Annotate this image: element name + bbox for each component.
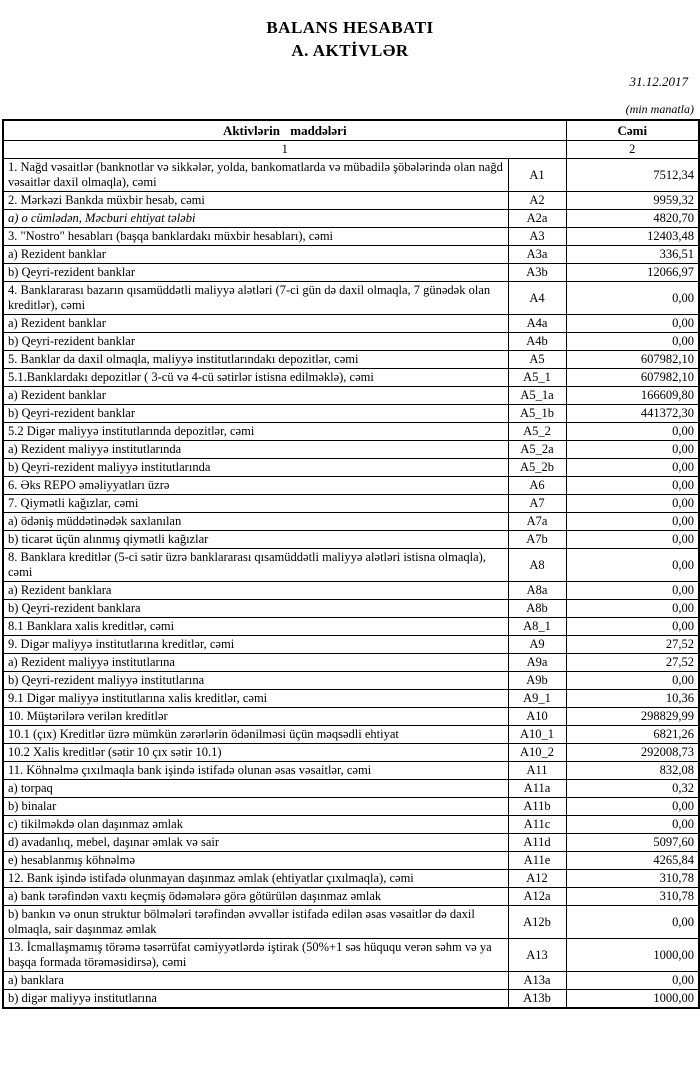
column-number-1: 1 bbox=[3, 141, 566, 159]
row-value: 0,00 bbox=[566, 423, 699, 441]
table-row bbox=[3, 672, 699, 690]
row-code: A11b bbox=[508, 798, 566, 816]
table-row bbox=[3, 351, 699, 369]
table-row bbox=[3, 990, 699, 1009]
table-row bbox=[3, 369, 699, 387]
row-label: 13. İcmallaşmamış törəmə təsərrüfat cəmiyyətlərdə iştirak (50%+1 səs hüququ verən səhm və ya başqa formada törəməsidirsə), cəmi bbox=[3, 939, 508, 972]
row-value: 9959,32 bbox=[566, 192, 699, 210]
table-row bbox=[3, 939, 699, 972]
row-code: A5_2 bbox=[508, 423, 566, 441]
row-label: 11. Köhnəlmə çıxılmaqla bank işində istifadə olunan əsas vəsaitlər, cəmi bbox=[3, 762, 508, 780]
row-code: A5_2a bbox=[508, 441, 566, 459]
row-code: A4b bbox=[508, 333, 566, 351]
row-code: A2a bbox=[508, 210, 566, 228]
row-value: 0,00 bbox=[566, 816, 699, 834]
table-row bbox=[3, 600, 699, 618]
row-label: 5.2 Digər maliyyə institutlarında depozitlər, cəmi bbox=[3, 423, 508, 441]
table-row bbox=[3, 531, 699, 549]
row-value: 607982,10 bbox=[566, 351, 699, 369]
row-value: 0,32 bbox=[566, 780, 699, 798]
row-code: A2 bbox=[508, 192, 566, 210]
row-label: a) torpaq bbox=[3, 780, 508, 798]
table-row bbox=[3, 972, 699, 990]
row-label: a) Rezident banklar bbox=[3, 315, 508, 333]
row-value: 27,52 bbox=[566, 636, 699, 654]
row-value: 0,00 bbox=[566, 531, 699, 549]
row-code: A8_1 bbox=[508, 618, 566, 636]
row-value: 4820,70 bbox=[566, 210, 699, 228]
row-label: a) Rezident maliyyə institutlarında bbox=[3, 441, 508, 459]
table-row bbox=[3, 906, 699, 939]
table-row bbox=[3, 654, 699, 672]
row-label: d) avadanlıq, mebel, daşınar əmlak və sair bbox=[3, 834, 508, 852]
table-row bbox=[3, 834, 699, 852]
items-column-header: Aktivlərin maddələri bbox=[3, 120, 566, 141]
row-code: A5 bbox=[508, 351, 566, 369]
row-code: A10_2 bbox=[508, 744, 566, 762]
row-label: 10.2 Xalis kreditlər (sətir 10 çıx sətir 10.1) bbox=[3, 744, 508, 762]
row-label: 10. Müştərilərə verilən kreditlər bbox=[3, 708, 508, 726]
row-label: b) ticarət üçün alınmış qiymətli kağızlar bbox=[3, 531, 508, 549]
row-label: a) bank tərəfindən vaxtı keçmiş ödəmələrə görə götürülən daşınmaz əmlak bbox=[3, 888, 508, 906]
table-row bbox=[3, 888, 699, 906]
row-value: 832,08 bbox=[566, 762, 699, 780]
row-label: b) Qeyri-rezident maliyyə institutlarına bbox=[3, 672, 508, 690]
row-value: 0,00 bbox=[566, 333, 699, 351]
column-number-2: 2 bbox=[566, 141, 699, 159]
row-label: 7. Qiymətli kağızlar, cəmi bbox=[3, 495, 508, 513]
row-code: A7 bbox=[508, 495, 566, 513]
table-row bbox=[3, 477, 699, 495]
row-code: A1 bbox=[508, 159, 566, 192]
row-value: 607982,10 bbox=[566, 369, 699, 387]
row-code: A9a bbox=[508, 654, 566, 672]
row-code: A5_1a bbox=[508, 387, 566, 405]
table-row bbox=[3, 405, 699, 423]
row-label: b) Qeyri-rezident maliyyə institutlarında bbox=[3, 459, 508, 477]
table-row bbox=[3, 549, 699, 582]
table-row bbox=[3, 459, 699, 477]
row-code: A8b bbox=[508, 600, 566, 618]
row-value: 336,51 bbox=[566, 246, 699, 264]
row-value: 0,00 bbox=[566, 495, 699, 513]
row-value: 0,00 bbox=[566, 513, 699, 531]
row-label: 8. Banklara kreditlər (5-ci sətir üzrə banklararası qısamüddətli maliyyə alətləri istisna olmaqla), cəmi bbox=[3, 549, 508, 582]
row-value: 1000,00 bbox=[566, 939, 699, 972]
row-value: 0,00 bbox=[566, 582, 699, 600]
row-code: A13b bbox=[508, 990, 566, 1009]
table-row bbox=[3, 618, 699, 636]
table-row bbox=[3, 315, 699, 333]
table-row bbox=[3, 387, 699, 405]
table-row bbox=[3, 333, 699, 351]
row-value: 310,78 bbox=[566, 888, 699, 906]
table-row bbox=[3, 441, 699, 459]
row-label: c) tikilməkdə olan daşınmaz əmlak bbox=[3, 816, 508, 834]
table-row bbox=[3, 210, 699, 228]
report-title-block bbox=[2, 16, 698, 62]
row-value: 0,00 bbox=[566, 600, 699, 618]
table-row bbox=[3, 513, 699, 531]
row-code: A8 bbox=[508, 549, 566, 582]
row-label: b) Qeyri-rezident banklar bbox=[3, 333, 508, 351]
row-value: 0,00 bbox=[566, 549, 699, 582]
row-value: 0,00 bbox=[566, 672, 699, 690]
table-row bbox=[3, 423, 699, 441]
table-row bbox=[3, 762, 699, 780]
row-value: 6821,26 bbox=[566, 726, 699, 744]
row-value: 0,00 bbox=[566, 906, 699, 939]
row-code: A11e bbox=[508, 852, 566, 870]
row-value: 27,52 bbox=[566, 654, 699, 672]
row-value: 10,36 bbox=[566, 690, 699, 708]
row-value: 0,00 bbox=[566, 477, 699, 495]
row-code: A11c bbox=[508, 816, 566, 834]
row-value: 310,78 bbox=[566, 870, 699, 888]
row-label: 12. Bank işində istifadə olunmayan daşınmaz əmlak (ehtiyatlar çıxılmaqla), cəmi bbox=[3, 870, 508, 888]
row-label: 10.1 (çıx) Kreditlər üzrə mümkün zərərlərin ödənilməsi üçün məqsədli ehtiyat bbox=[3, 726, 508, 744]
table-row bbox=[3, 816, 699, 834]
row-label: 5. Banklar da daxil olmaqla, maliyyə institutlarındakı depozitlər, cəmi bbox=[3, 351, 508, 369]
row-code: A7a bbox=[508, 513, 566, 531]
row-label: 2. Mərkəzi Bankda müxbir hesab, cəmi bbox=[3, 192, 508, 210]
table-row bbox=[3, 726, 699, 744]
row-label: a) ödəniş müddətinədək saxlanılan bbox=[3, 513, 508, 531]
table-row bbox=[3, 582, 699, 600]
table-row bbox=[3, 744, 699, 762]
row-value: 12403,48 bbox=[566, 228, 699, 246]
row-label: e) hesablanmış köhnəlmə bbox=[3, 852, 508, 870]
table-row bbox=[3, 780, 699, 798]
table-row bbox=[3, 264, 699, 282]
table-row bbox=[3, 159, 699, 192]
report-title: BALANS HESABATI bbox=[266, 18, 434, 37]
row-code: A9_1 bbox=[508, 690, 566, 708]
table-row bbox=[3, 282, 699, 315]
assets-table bbox=[2, 119, 700, 1009]
row-code: A3b bbox=[508, 264, 566, 282]
row-label: 9.1 Digər maliyyə institutlarına xalis kreditlər, cəmi bbox=[3, 690, 508, 708]
table-row bbox=[3, 690, 699, 708]
row-label: 6. Əks REPO əməliyyatları üzrə bbox=[3, 477, 508, 495]
row-code: A13 bbox=[508, 939, 566, 972]
row-value: 7512,34 bbox=[566, 159, 699, 192]
report-date: 31.12.2017 bbox=[629, 74, 688, 89]
row-label: a) banklara bbox=[3, 972, 508, 990]
row-label: a) Rezident maliyyə institutlarına bbox=[3, 654, 508, 672]
column-number-row bbox=[3, 141, 699, 159]
row-code: A13a bbox=[508, 972, 566, 990]
row-label: a) Rezident banklara bbox=[3, 582, 508, 600]
table-row bbox=[3, 246, 699, 264]
row-code: A12a bbox=[508, 888, 566, 906]
row-value: 441372,30 bbox=[566, 405, 699, 423]
row-value: 0,00 bbox=[566, 315, 699, 333]
row-code: A8a bbox=[508, 582, 566, 600]
row-label: a) Rezident banklar bbox=[3, 246, 508, 264]
row-value: 12066,97 bbox=[566, 264, 699, 282]
unit-note: (min manatla) bbox=[625, 102, 694, 116]
table-row bbox=[3, 636, 699, 654]
row-code: A3a bbox=[508, 246, 566, 264]
row-code: A5_1b bbox=[508, 405, 566, 423]
row-code: A4a bbox=[508, 315, 566, 333]
row-label: a) o cümlədən, Məcburi ehtiyat tələbi bbox=[3, 210, 508, 228]
row-value: 4265,84 bbox=[566, 852, 699, 870]
row-value: 0,00 bbox=[566, 441, 699, 459]
row-value: 5097,60 bbox=[566, 834, 699, 852]
row-code: A9 bbox=[508, 636, 566, 654]
row-value: 0,00 bbox=[566, 282, 699, 315]
assets-table-body bbox=[3, 159, 699, 1009]
row-code: A11d bbox=[508, 834, 566, 852]
row-code: A11 bbox=[508, 762, 566, 780]
table-row bbox=[3, 852, 699, 870]
report-subtitle: A. AKTİVLƏR bbox=[291, 41, 409, 60]
row-code: A5_1 bbox=[508, 369, 566, 387]
table-row bbox=[3, 228, 699, 246]
table-header-row bbox=[3, 120, 699, 141]
total-column-header: Cəmi bbox=[566, 120, 699, 141]
row-label: b) Qeyri-rezident banklar bbox=[3, 264, 508, 282]
row-label: b) Qeyri-rezident banklara bbox=[3, 600, 508, 618]
row-label: a) Rezident banklar bbox=[3, 387, 508, 405]
row-value: 1000,00 bbox=[566, 990, 699, 1009]
row-value: 298829,99 bbox=[566, 708, 699, 726]
table-row bbox=[3, 870, 699, 888]
row-label: b) binalar bbox=[3, 798, 508, 816]
row-code: A12b bbox=[508, 906, 566, 939]
row-label: 3. "Nostro" hesabları (başqa banklardakı müxbir hesabları), cəmi bbox=[3, 228, 508, 246]
row-label: 8.1 Banklara xalis kreditlər, cəmi bbox=[3, 618, 508, 636]
row-value: 292008,73 bbox=[566, 744, 699, 762]
row-value: 0,00 bbox=[566, 972, 699, 990]
row-code: A3 bbox=[508, 228, 566, 246]
row-code: A4 bbox=[508, 282, 566, 315]
table-row bbox=[3, 798, 699, 816]
row-code: A7b bbox=[508, 531, 566, 549]
row-label: b) bankın və onun struktur bölmələri tərəfindən əvvəllər istifadə edilən əsas vəsaitlər də daxil olmaqla, sair daşınmaz əmlak bbox=[3, 906, 508, 939]
table-row bbox=[3, 192, 699, 210]
row-label: b) Qeyri-rezident banklar bbox=[3, 405, 508, 423]
row-label: 4. Banklararası bazarın qısamüddətli maliyyə alətləri (7-ci gün də daxil olmaqla, 7 günədək olan kreditlər), cəmi bbox=[3, 282, 508, 315]
row-label: 1. Nağd vəsaitlər (banknotlar və sikkələr, yolda, bankomatlarda və mübadilə şöbələrində olan nağd vəsaitlər daxil olmaqla), cəmi bbox=[3, 159, 508, 192]
row-code: A11a bbox=[508, 780, 566, 798]
row-code: A10_1 bbox=[508, 726, 566, 744]
row-code: A5_2b bbox=[508, 459, 566, 477]
row-value: 0,00 bbox=[566, 798, 699, 816]
row-value: 0,00 bbox=[566, 618, 699, 636]
table-row bbox=[3, 708, 699, 726]
row-code: A10 bbox=[508, 708, 566, 726]
row-label: 9. Digər maliyyə institutlarına kreditlər, cəmi bbox=[3, 636, 508, 654]
row-code: A9b bbox=[508, 672, 566, 690]
table-row bbox=[3, 495, 699, 513]
row-value: 166609,80 bbox=[566, 387, 699, 405]
row-label: b) digər maliyyə institutlarına bbox=[3, 990, 508, 1009]
row-value: 0,00 bbox=[566, 459, 699, 477]
row-code: A12 bbox=[508, 870, 566, 888]
row-label: 5.1.Banklardakı depozitlər ( 3-cü və 4-cü sətirlər istisna edilməklə), cəmi bbox=[3, 369, 508, 387]
row-code: A6 bbox=[508, 477, 566, 495]
